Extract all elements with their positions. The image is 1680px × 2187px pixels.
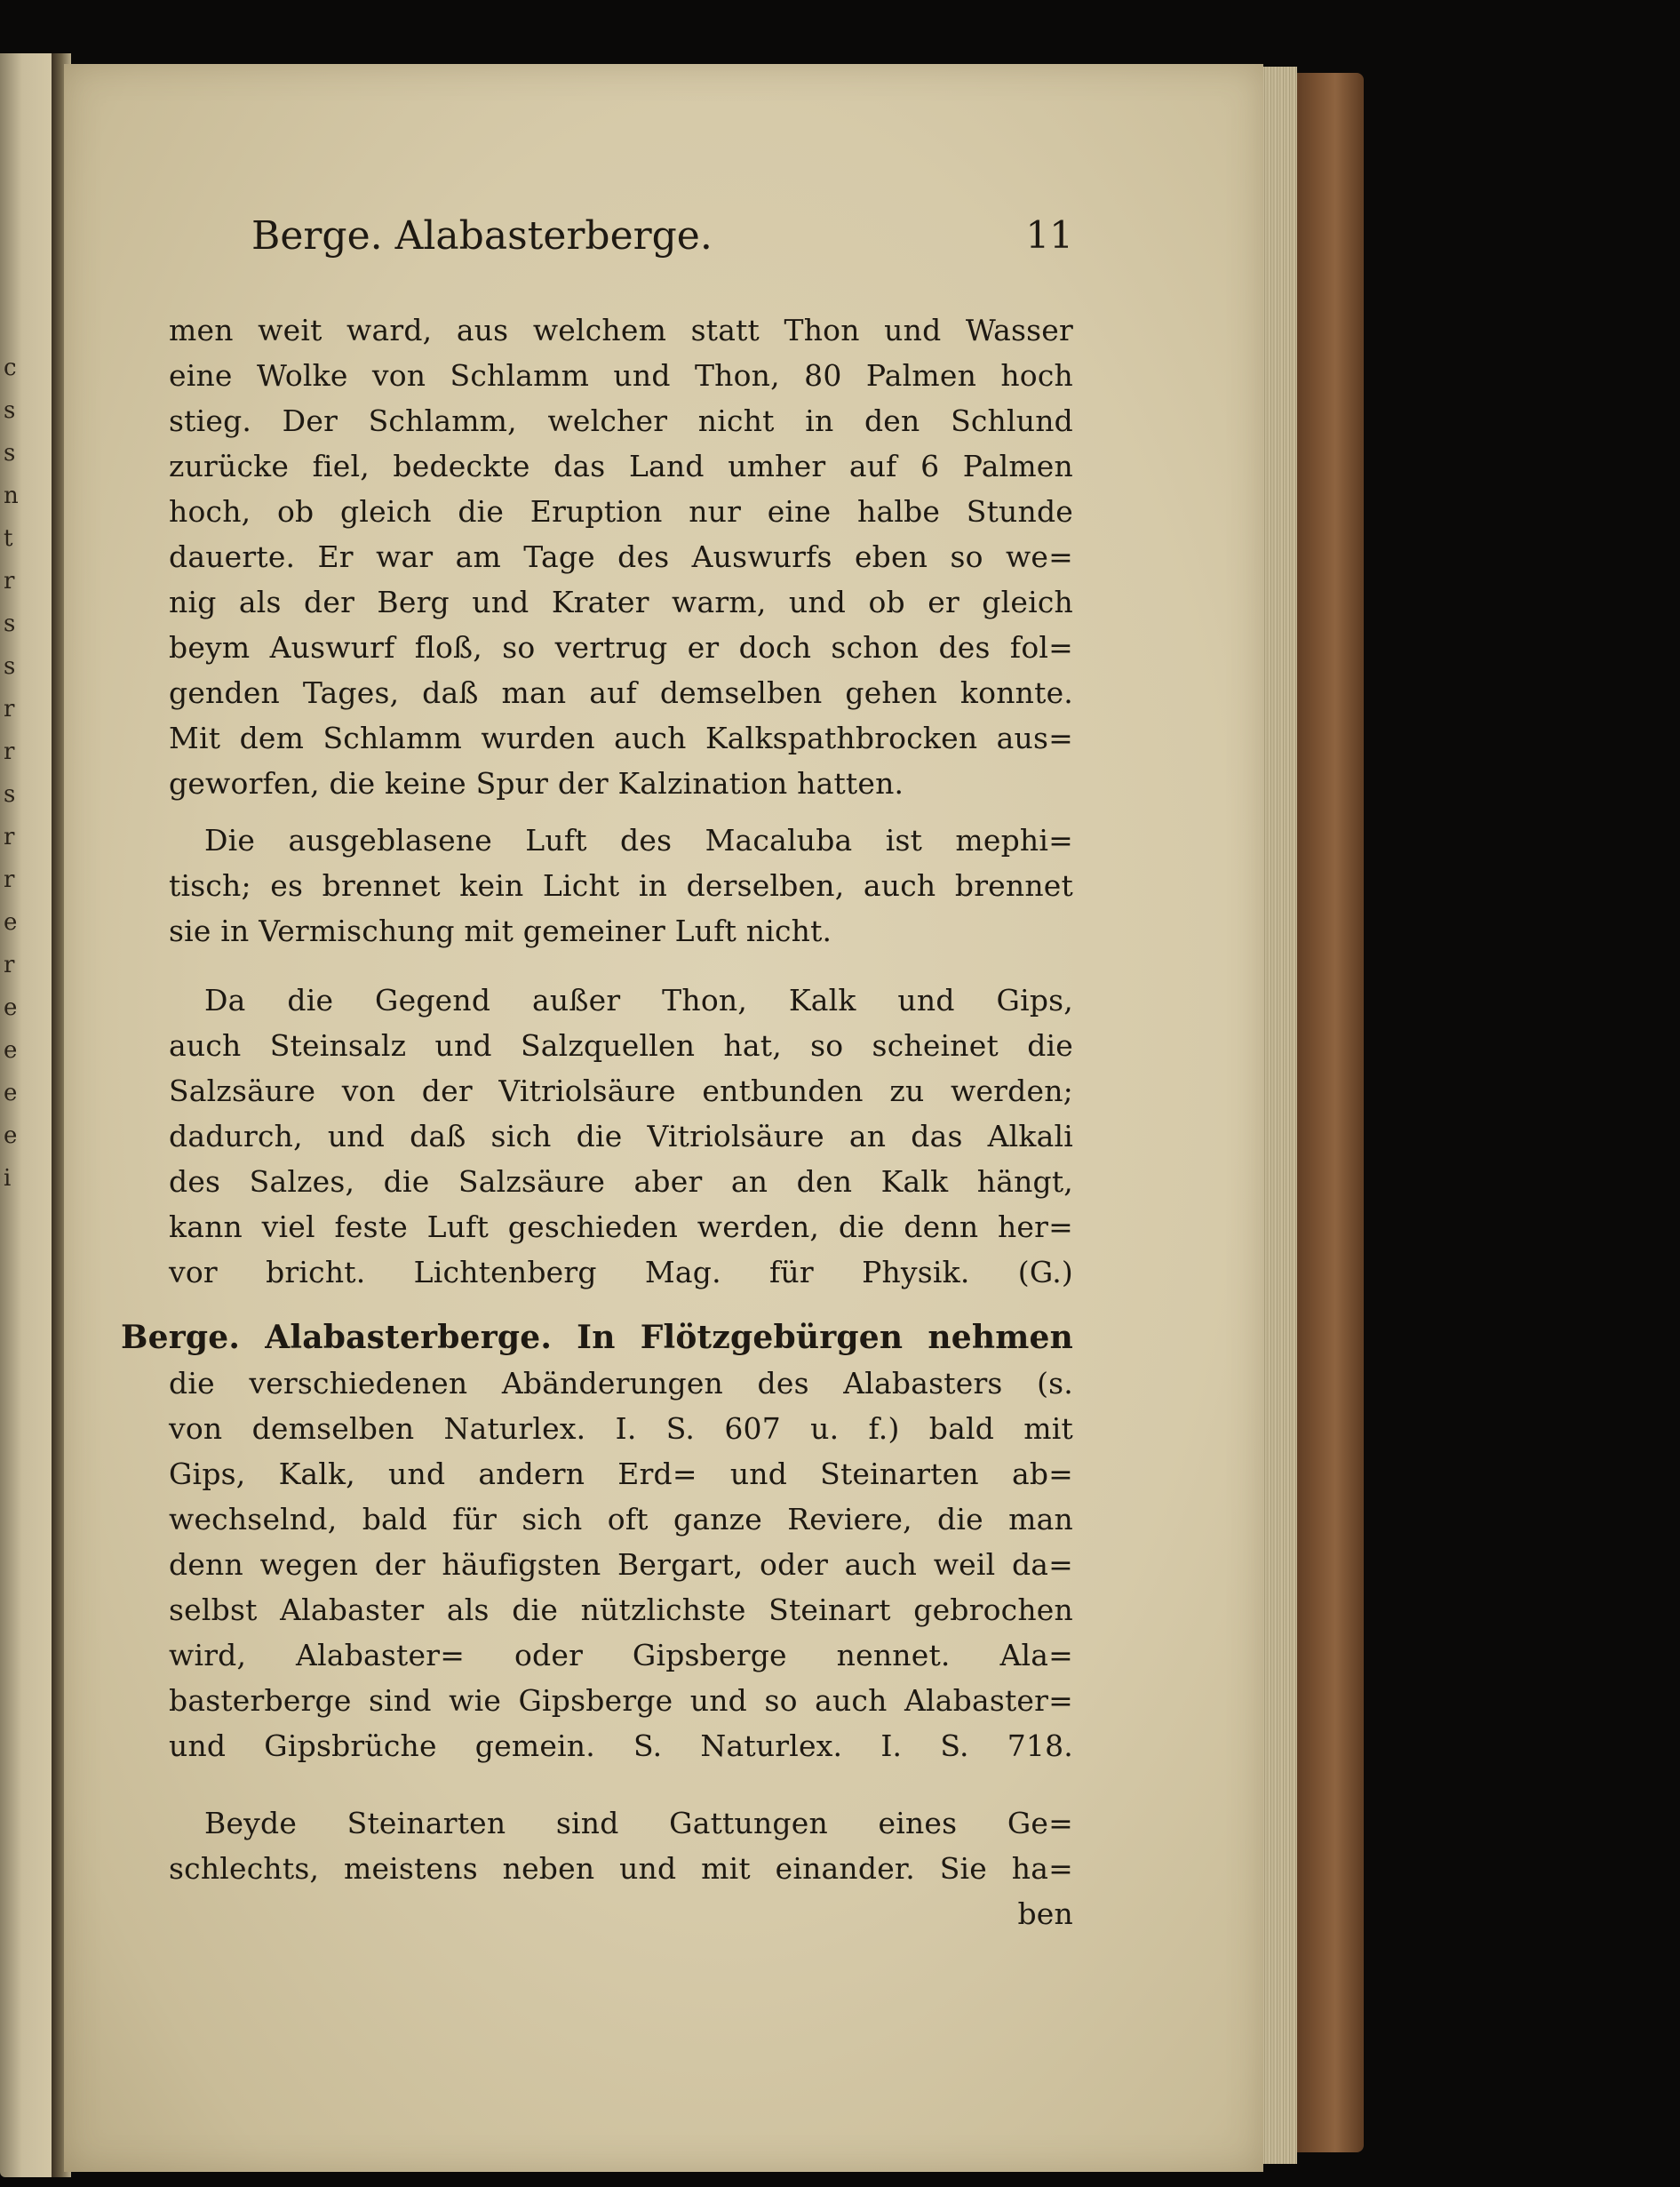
- left-fragment: r: [4, 568, 15, 595]
- running-head: [105, 213, 1073, 267]
- left-page-text-fragments: [4, 347, 30, 1200]
- text-line: Salzsäure von der Vitriolsäure entbunden zu werden;: [169, 1074, 1073, 1108]
- text-line: dadurch, und daß sich die Vitriolsäure an das Alkali: [169, 1119, 1073, 1153]
- left-fragment: e: [4, 994, 18, 1021]
- text-line: eine Wolke von Schlamm und Thon, 80 Palmen hoch: [169, 358, 1073, 393]
- paragraph: [105, 1800, 1073, 1936]
- left-fragment: s: [4, 440, 16, 467]
- book-cover-edge: [1293, 73, 1364, 2152]
- paragraph: [105, 818, 1073, 954]
- text-line: basterberge sind wie Gipsberge und so auch Alabaster=: [169, 1683, 1073, 1718]
- text-line: Gips, Kalk, und andern Erd= und Steinarten ab=: [169, 1457, 1073, 1491]
- left-fragment: r: [4, 952, 15, 978]
- text-line: denn wegen der häufigsten Bergart, oder auch weil da=: [169, 1547, 1073, 1582]
- text-line: von demselben Naturlex. I. S. 607 u. f.) bald mit: [169, 1411, 1073, 1446]
- text-line: Mit dem Schlamm wurden auch Kalkspathbrocken aus=: [169, 721, 1073, 755]
- left-fragment: r: [4, 824, 15, 850]
- text-line: dauerte. Er war am Tage des Auswurfs eben so we=: [169, 539, 1073, 574]
- left-fragment: e: [4, 1037, 18, 1064]
- text-line: stieg. Der Schlamm, welcher nicht in den Schlund: [169, 403, 1073, 438]
- text-line: selbst Alabaster als die nützlichste Steinart gebrochen: [169, 1592, 1073, 1627]
- entry-heading-line: Berge. Alabasterberge. In Flötzgebürgen nehmen: [121, 1319, 1073, 1356]
- left-fragment: c: [4, 355, 17, 381]
- left-fragment: s: [4, 611, 16, 637]
- left-fragment: t: [4, 525, 13, 552]
- text-line: men weit ward, aus welchem statt Thon und Wasser: [169, 313, 1073, 347]
- left-fragment: i: [4, 1165, 12, 1192]
- text-line: des Salzes, die Salzsäure aber an den Kalk hängt,: [169, 1164, 1073, 1199]
- text-line: schlechts, meistens neben und mit einander. Sie ha=: [169, 1851, 1073, 1886]
- paragraph: [105, 978, 1073, 1295]
- left-fragment: n: [4, 483, 19, 509]
- paragraph: [105, 307, 1073, 806]
- text-line: wechselnd, bald für sich oft ganze Reviere, die man: [169, 1502, 1073, 1536]
- left-fragment: s: [4, 397, 16, 424]
- left-fragment: s: [4, 781, 16, 808]
- left-fragment: e: [4, 1122, 18, 1149]
- catchword: ben: [1017, 1896, 1073, 1931]
- left-fragment: r: [4, 696, 15, 722]
- text-line: wird, Alabaster= oder Gipsberge nennet. Ala=: [169, 1638, 1073, 1672]
- text-line: kann viel feste Luft geschieden werden, die denn her=: [169, 1209, 1073, 1244]
- text-line: nig als der Berg und Krater warm, und ob er gleich: [169, 585, 1073, 619]
- left-fragment: e: [4, 909, 18, 936]
- text-line: hoch, ob gleich die Eruption nur eine halbe Stunde: [169, 494, 1073, 529]
- text-line: geworfen, die keine Spur der Kalzination hatten.: [169, 766, 904, 801]
- text-line: Da die Gegend außer Thon, Kalk und Gips,: [204, 983, 1073, 1018]
- text-line: Die ausgeblasene Luft des Macaluba ist mephi=: [204, 823, 1073, 858]
- text-line: vor bricht. Lichtenberg Mag. für Physik. (G.): [169, 1255, 1073, 1289]
- text-line: sie in Vermischung mit gemeiner Luft nicht.: [169, 914, 832, 948]
- text-line: Beyde Steinarten sind Gattungen eines Ge=: [204, 1806, 1073, 1840]
- text-line: beym Auswurf floß, so vertrug er doch schon des fol=: [169, 630, 1073, 665]
- left-page-edge: [0, 53, 55, 2177]
- text-line: zurücke fiel, bedeckte das Land umher auf 6 Palmen: [169, 449, 1073, 483]
- left-fragment: r: [4, 738, 15, 765]
- left-fragment: e: [4, 1080, 18, 1106]
- running-title: Berge. Alabasterberge.: [251, 213, 713, 259]
- text-line: auch Steinsalz und Salzquellen hat, so scheinet die: [169, 1028, 1073, 1063]
- text-line: tisch; es brennet kein Licht in derselben, auch brennet: [169, 868, 1073, 903]
- page-number: 11: [1025, 213, 1073, 257]
- text-line: genden Tages, daß man auf demselben gehen konnte.: [169, 675, 1073, 710]
- text-line: die verschiedenen Abänderungen des Alabasters (s.: [169, 1366, 1073, 1401]
- entry-paragraph: [105, 1315, 1073, 1768]
- text-line: und Gipsbrüche gemein. S. Naturlex. I. S. 718.: [169, 1728, 1073, 1763]
- left-fragment: r: [4, 866, 15, 893]
- left-fragment: s: [4, 653, 16, 680]
